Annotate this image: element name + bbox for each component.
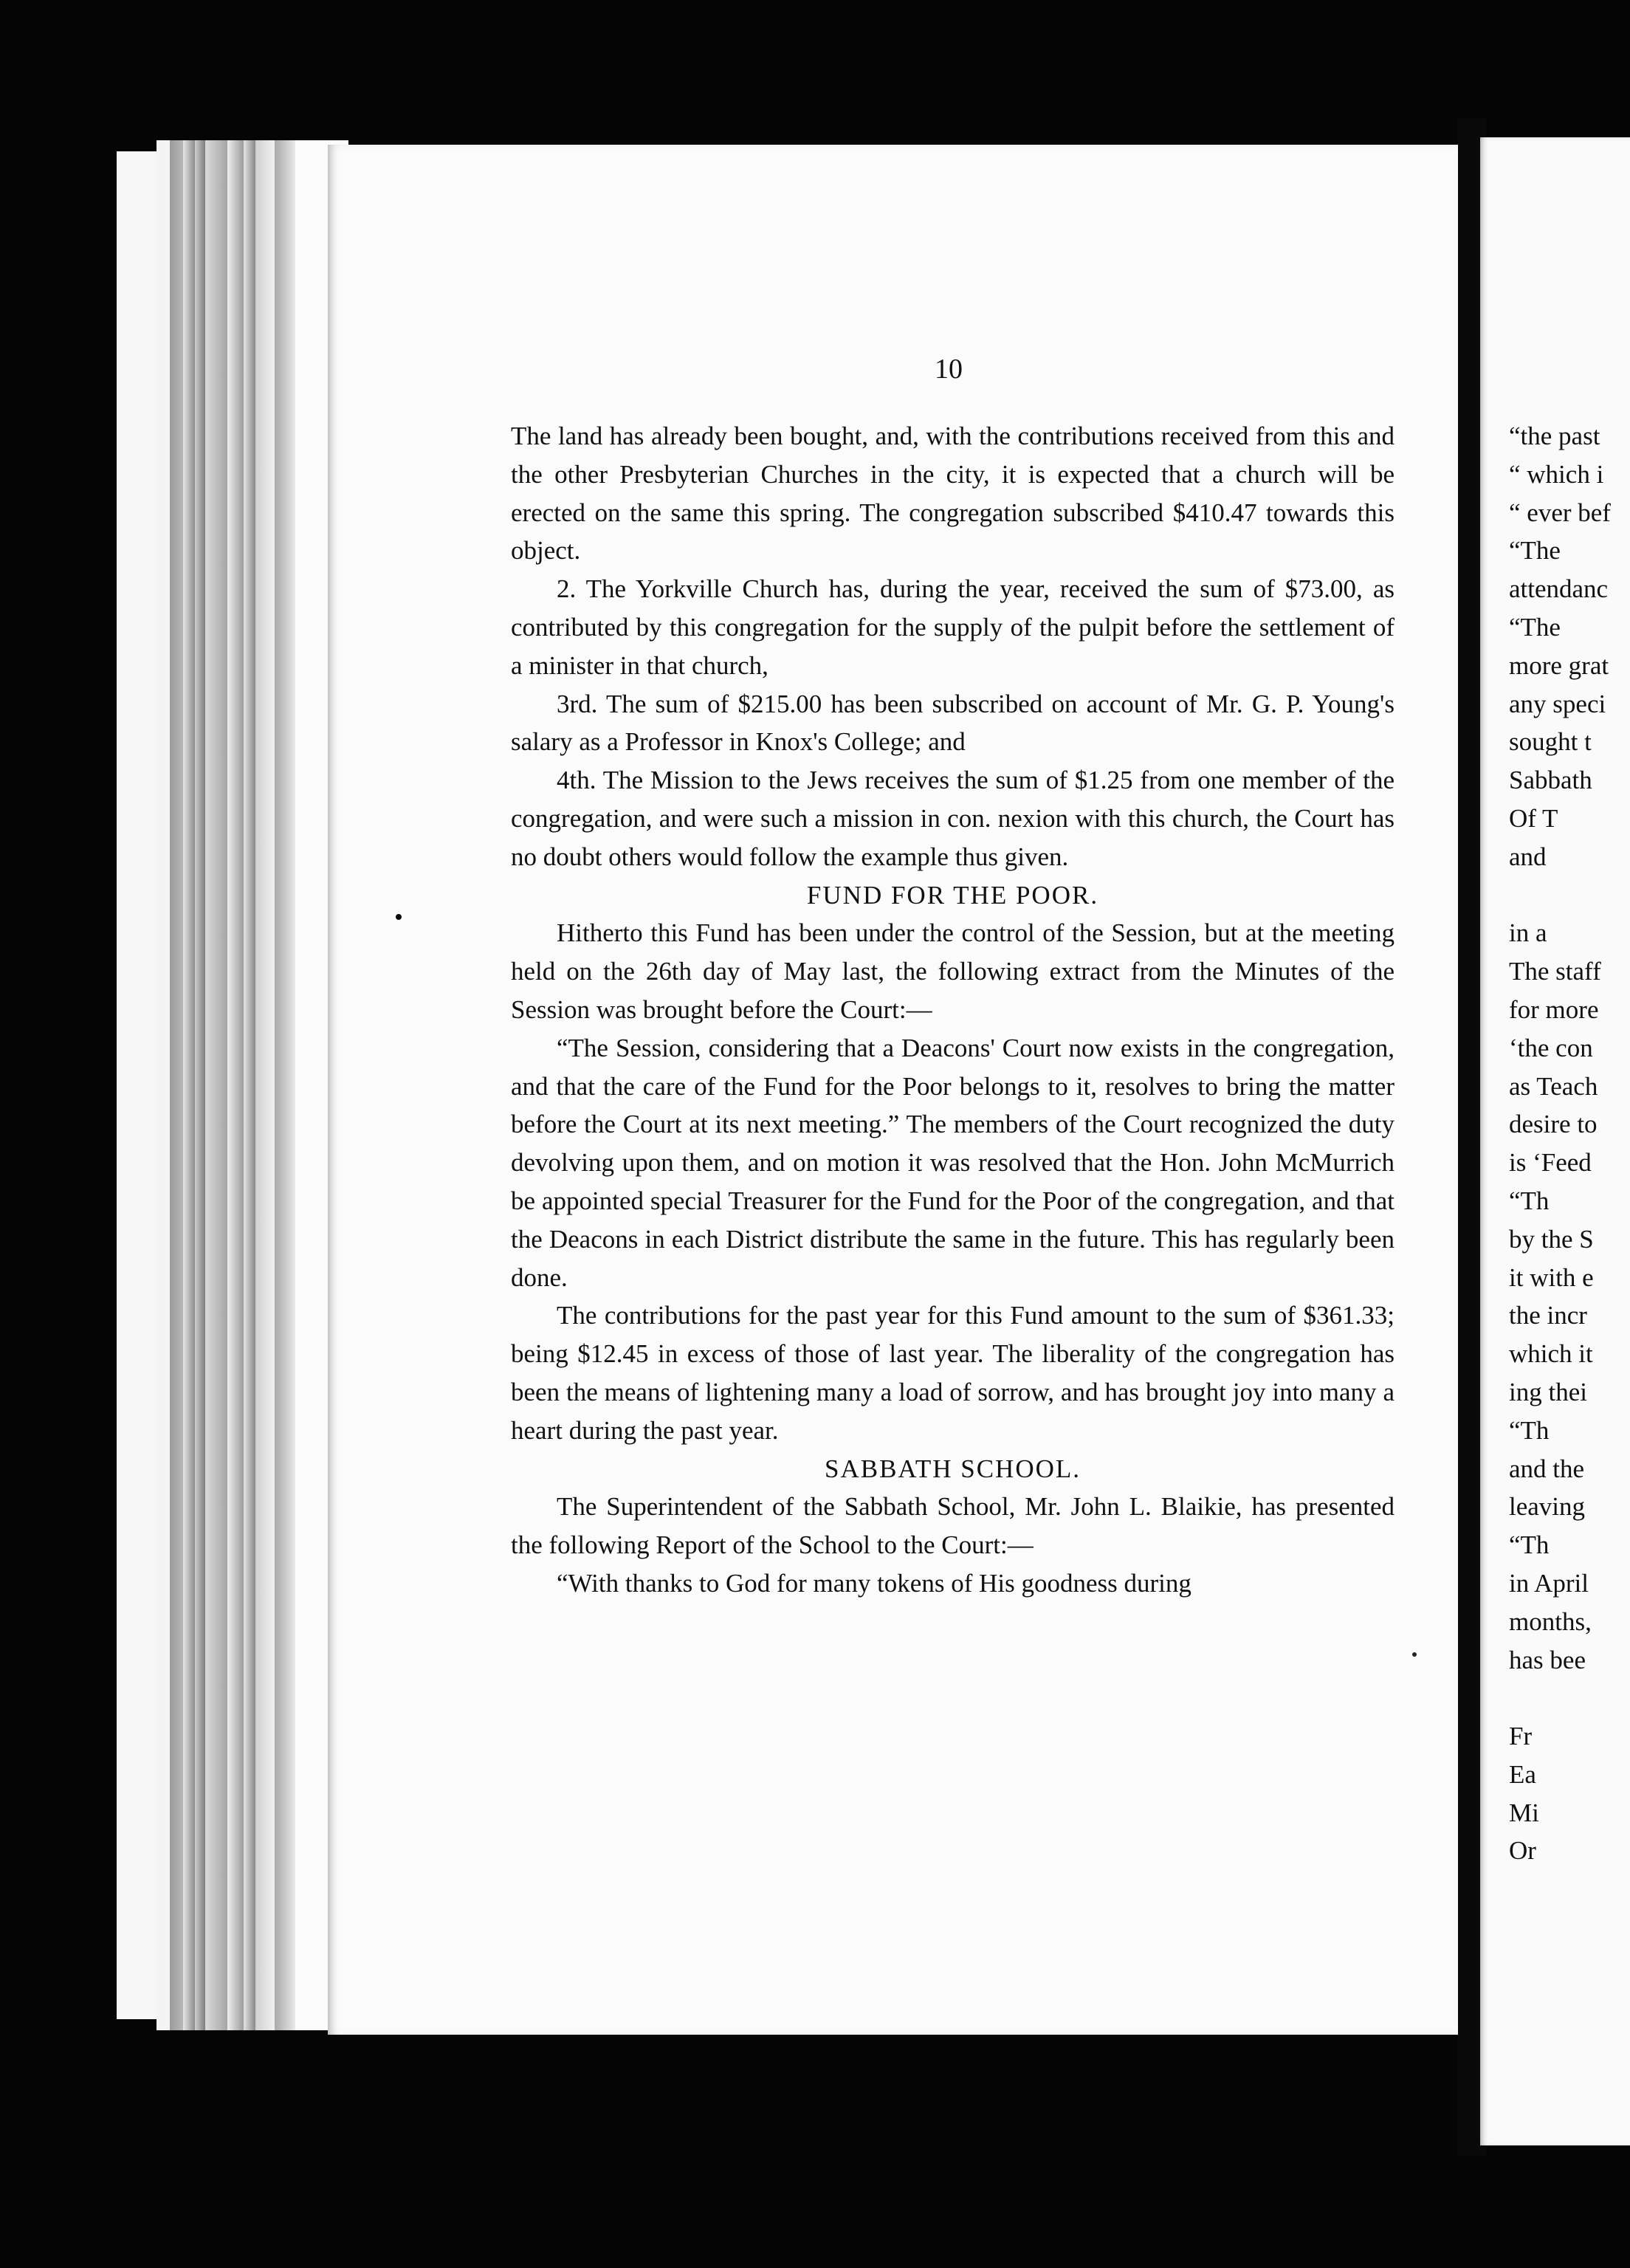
facing-page-line: by the S [1509,1224,1594,1254]
facing-page-line: which it [1509,1339,1593,1369]
paragraph: 2. The Yorkville Church has, during the year, received the sum of $73.00, as contributed by this congregation for the supply of the pulpit before the settlement of a minister in that church, [511,574,1395,680]
facing-page-line: attendanc [1509,574,1609,604]
scan-speck [1412,1652,1417,1657]
paragraph: The Superintendent of the Sabbath School, Mr. John L. Blaikie, has presented the following Report of the School to the Court:— [511,1492,1395,1560]
facing-page-line: it with e [1509,1262,1594,1292]
facing-page-line: “the past [1509,422,1600,450]
facing-page-text-fragment [1509,417,1630,1870]
facing-page-line [1509,876,1630,915]
facing-page-line: “Th [1509,1186,1550,1215]
facing-page-line: ing thei [1509,1377,1587,1406]
book-edge-white [117,151,161,2019]
facing-page-line: and [1509,842,1547,871]
page-body-text [511,417,1395,1603]
facing-page-line: has bee [1509,1645,1586,1674]
paragraph: The contributions for the past year for this Fund amount to the sum of $361.33; being $12.45 in excess of those of last year. The liberality of the congregation has been the means of lightening many a load of sorrow, and has brought joy into many a heart during the past year. [511,1301,1395,1445]
facing-page-line: “Th [1509,1415,1550,1445]
facing-page-line: Fr [1509,1722,1533,1751]
facing-page-line: for more [1509,994,1599,1024]
facing-page-line: as Teach [1509,1071,1598,1101]
paragraph: 4th. The Mission to the Jews receives the sum of $1.25 from one member of the congregation, and were such a mission in con. nexion with this church, the Court has no doubt others would follow the example thus given. [511,766,1395,871]
facing-page-line: desire to [1509,1110,1598,1139]
facing-page-line: and the [1509,1454,1585,1483]
paragraph: 3rd. The sum of $215.00 has been subscribed on account of Mr. G. P. Young's salary as a Professor in Knox's College; and [511,689,1395,757]
paragraph: “With thanks to God for many tokens of His goodness during [557,1568,1191,1598]
facing-page-line: is ‘Feed [1509,1148,1592,1178]
facing-page-line: “ which i [1509,459,1604,489]
facing-page-line: any speci [1509,689,1606,718]
facing-page-line: “Th [1509,1530,1550,1560]
facing-page-line: “ ever bef [1509,498,1611,527]
section-heading: FUND FOR THE POOR. [806,880,1099,910]
facing-page-line: in April [1509,1568,1589,1598]
facing-page-line: Of T [1509,803,1558,833]
page-number: 10 [935,354,963,385]
facing-page-line: the incr [1509,1301,1587,1330]
paragraph: Hitherto this Fund has been under the control of the Session, but at the meeting held on the 26th day of May last, the following extract from the Minutes of the Session was brought before the Court:— [511,918,1395,1024]
facing-page-line: Ea [1509,1759,1536,1789]
facing-page-line: ‘the con [1509,1033,1593,1062]
scan-speck [396,914,402,920]
facing-page-line: Sabbath [1509,766,1592,795]
facing-page-line: The staff [1509,957,1601,986]
facing-page-line: Or [1509,1836,1536,1866]
facing-page-line: “The [1509,536,1561,566]
paragraph: The land has already been bought, and, with the contributions received from this and the other Presbyterian Churches in the city, it is expected that a church will be erected on the same this spring. The congregation subscribed $410.47 towards this object. [511,422,1395,566]
book-page-edges [157,140,348,2030]
paragraph: “The Session, considering that a Deacons' Court now exists in the congregation, and that the care of the Fund for the Poor belongs to it, resolves to bring the matter before the Court at its next meeting.” The members of the Court recognized the duty devolving upon them, and on motion it was resolved that the Hon. John McMurrich be appointed special Treasurer for the Fund for the Poor of the congregation, and that the Deacons in each District distribute the same in the future. This has regularly been done. [511,1033,1395,1292]
facing-page-line: months, [1509,1606,1592,1636]
facing-page-line: in a [1509,918,1547,948]
facing-page-line [1509,1679,1630,1717]
section-heading: SABBATH SCHOOL. [825,1454,1081,1483]
facing-page-line: Mi [1509,1798,1539,1827]
facing-page-line: leaving [1509,1492,1586,1522]
facing-page-line: sought t [1509,727,1592,757]
facing-page-line: “The [1509,612,1561,642]
facing-page-line: more grat [1509,650,1609,680]
